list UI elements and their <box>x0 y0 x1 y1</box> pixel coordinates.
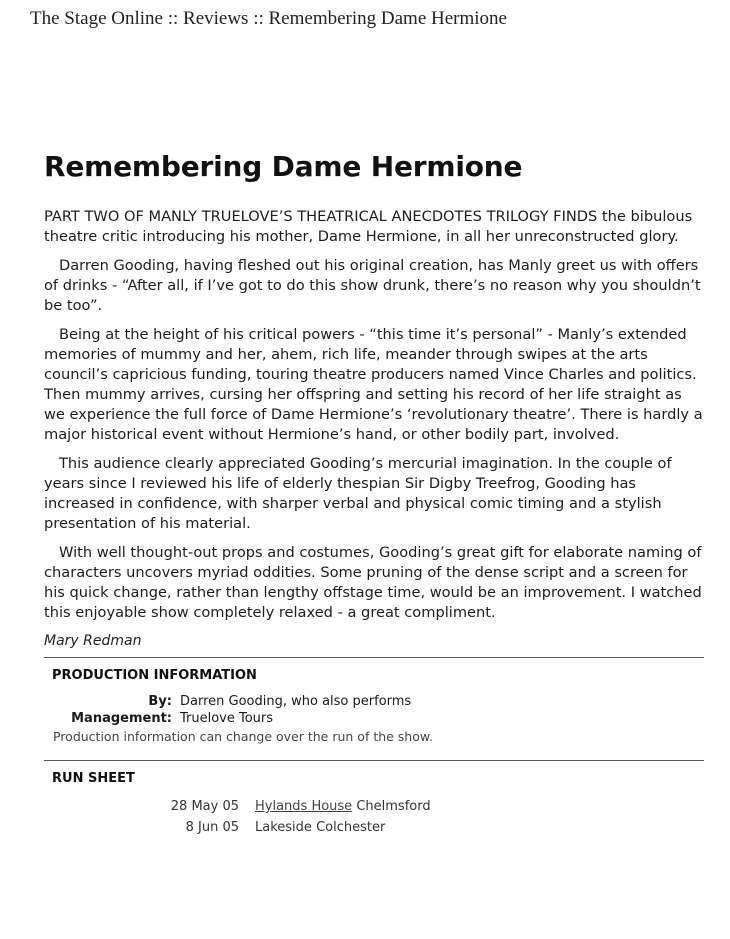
author-byline: Mary Redman <box>44 633 142 649</box>
venue-city: Chelmsford <box>356 799 431 814</box>
production-by-row <box>44 693 704 710</box>
run-date: 28 May 05 <box>170 799 239 814</box>
divider <box>44 760 704 761</box>
article-paragraph: This audience clearly appreciated Gooding’s mercurial imagination. In the couple of years since I reviewed his life of elderly thespian Sir Digby Treefrog, Gooding has increased in confidence, with sharper verbal and physical comic timing and a stylish presentation of his material. <box>44 455 672 532</box>
article-paragraph: PART TWO OF MANLY TRUELOVE’S THEATRICAL ANECDOTES TRILOGY FINDS the bibulous theatre critic introducing his mother, Dame Hermione, in all her unreconstructed glory. <box>44 208 693 245</box>
management-value: Truelove Tours <box>180 711 274 726</box>
article-paragraph: Being at the height of his critical powers - “this time it’s personal” - Manly’s extended memories of mummy and her, ahem, rich life, meander through swipes at the arts council’s capricious funding, touring theatre producers named Vince Charles and politics. Then mummy arrives, cursing her offspring and setting his record of her life straight as we experience the full force of Dame Hermione’s ‘revolutionary theatre’. There is hardly a major historical event without Hermione’s hand, or other bodily part, involved. <box>44 326 703 443</box>
article <box>44 150 704 838</box>
production-info-heading: PRODUCTION INFORMATION <box>52 668 257 683</box>
run-sheet-list <box>44 796 704 838</box>
management-label: Management: <box>71 711 172 726</box>
run-date: 8 Jun 05 <box>185 820 239 835</box>
page-header-title: The Stage Online :: Reviews :: Remembering Dame Hermione <box>30 8 507 29</box>
venue-name: Lakeside <box>255 820 312 835</box>
article-paragraph: With well thought-out props and costumes, Gooding’s great gift for elaborate naming of characters uncovers myriad oddities. Some pruning of the dense script and a screen for his quick change, rather than lengthy offstage time, would be an improvement. I watched this enjoyable show completely relaxed - a great compliment. <box>44 544 702 621</box>
article-title: Remembering Dame Hermione <box>44 150 523 183</box>
run-sheet-row <box>44 817 704 838</box>
by-value: Darren Gooding, who also performs <box>180 694 412 709</box>
production-management-row <box>44 710 704 727</box>
production-info-note: Production information can change over the run of the show. <box>53 729 433 744</box>
by-label: By: <box>148 694 172 709</box>
run-sheet-heading: RUN SHEET <box>52 771 135 786</box>
venue-link-hylands-house[interactable]: Hylands House <box>255 799 353 814</box>
venue-city: Colchester <box>316 820 386 835</box>
production-info-table <box>44 693 704 727</box>
article-paragraph: Darren Gooding, having fleshed out his original creation, has Manly greet us with offers of drinks - “After all, if I’ve got to do this show drunk, there’s no reason why you shouldn’t be too”. <box>44 257 701 314</box>
divider <box>44 657 704 658</box>
run-sheet-row <box>44 796 704 817</box>
